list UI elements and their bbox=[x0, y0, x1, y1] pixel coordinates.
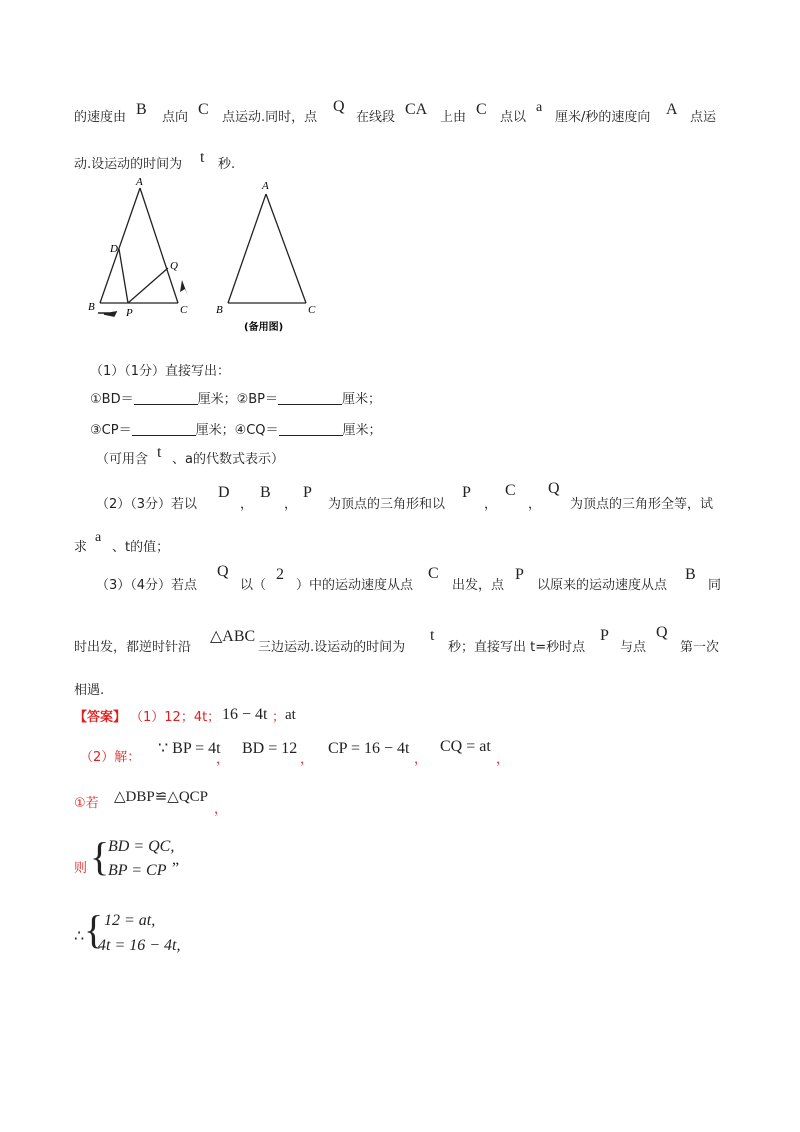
variable: t bbox=[430, 627, 435, 644]
punctuation: ” bbox=[172, 860, 180, 877]
text-segment: 为顶点的三角形和以 bbox=[328, 497, 446, 512]
answer-part-2: （2）解： bbox=[80, 750, 141, 765]
point-label-b: B bbox=[216, 304, 223, 316]
point-label-c: C bbox=[308, 304, 316, 316]
text-segment: 在线段 bbox=[356, 110, 396, 125]
number: 2 bbox=[276, 566, 284, 583]
text-segment: 与点 bbox=[620, 640, 647, 655]
equation: 12 = at, bbox=[104, 912, 156, 929]
hint-text: （可用含 bbox=[96, 452, 149, 467]
arrow-right-icon bbox=[98, 312, 116, 316]
text-segment: 相遇. bbox=[74, 683, 105, 698]
math-expression: ∵ BP = 4t bbox=[158, 740, 221, 757]
case-label: ①若 bbox=[74, 796, 99, 811]
left-brace-icon: { bbox=[84, 907, 104, 952]
text-segment: 求 bbox=[74, 540, 88, 555]
point-label: Q bbox=[217, 563, 229, 580]
punctuation: ， bbox=[284, 497, 298, 512]
text-segment: ）中的运动速度从点 bbox=[296, 578, 414, 593]
punctuation: ， bbox=[414, 752, 428, 767]
punctuation: ， bbox=[214, 802, 228, 817]
point-label: Q bbox=[656, 624, 668, 641]
answer-blank[interactable] bbox=[278, 392, 342, 405]
text-segment: 点向 bbox=[162, 110, 189, 125]
text-segment: 三边运动.设运动的时间为 bbox=[258, 640, 406, 655]
triangle-label: △ABC bbox=[210, 628, 256, 645]
point-label: A bbox=[666, 101, 678, 118]
variable: t bbox=[200, 149, 205, 166]
punctuation: ， bbox=[528, 497, 542, 512]
point-label-b: B bbox=[88, 301, 95, 313]
figure-caption: (备用图) bbox=[244, 322, 284, 333]
text-segment: 动.设运动的时间为 bbox=[74, 157, 183, 172]
blank-label-cq: 厘米；④CQ＝ bbox=[195, 423, 279, 438]
point-label-d: D bbox=[110, 243, 118, 255]
text-segment: 以（ bbox=[240, 578, 267, 593]
point-label-q: Q bbox=[170, 260, 178, 272]
side-ab bbox=[228, 194, 266, 303]
blank-label-bd: ①BD＝ bbox=[90, 392, 134, 407]
answer-blank[interactable] bbox=[279, 423, 343, 436]
point-label-c: C bbox=[180, 304, 188, 316]
point-label: D bbox=[218, 484, 230, 501]
text-segment: 同 bbox=[708, 578, 722, 593]
variable: t bbox=[157, 444, 162, 461]
figure-backup-triangle bbox=[210, 172, 325, 337]
point-label: C bbox=[505, 482, 516, 499]
point-label: B bbox=[136, 101, 147, 118]
punctuation: ， bbox=[240, 497, 254, 512]
point-label: P bbox=[515, 566, 524, 583]
therefore-symbol: ∴ bbox=[74, 928, 85, 945]
answer-blank-row bbox=[90, 423, 382, 439]
answer-blank[interactable] bbox=[134, 392, 198, 405]
text-segment: （2）（3分）若以 bbox=[96, 497, 198, 512]
punctuation: ， bbox=[496, 752, 510, 767]
text-segment: 厘米/秒的速度向 bbox=[555, 110, 651, 125]
point-label: P bbox=[303, 484, 312, 501]
answer-part-1: （1）12；4t； bbox=[130, 710, 221, 725]
side-ac bbox=[266, 194, 306, 303]
text-segment: 第一次 bbox=[680, 640, 720, 655]
equation: 4t = 16 − 4t, bbox=[98, 937, 181, 954]
point-label: C bbox=[476, 101, 487, 118]
point-label: Q bbox=[548, 480, 560, 497]
point-label: Q bbox=[333, 98, 345, 115]
math-expression: CQ = at bbox=[440, 738, 491, 755]
answer-blank-row bbox=[90, 392, 381, 408]
segment-pq bbox=[128, 268, 168, 303]
then-label: 则 bbox=[74, 861, 88, 876]
text-segment: 点以 bbox=[500, 110, 527, 125]
equation: BP = CP bbox=[108, 862, 167, 879]
math-expression: CP = 16 − 4t bbox=[328, 740, 410, 757]
point-label: C bbox=[428, 565, 439, 582]
text-segment: 的速度由 bbox=[74, 110, 127, 125]
math-expression: at bbox=[285, 707, 296, 723]
punctuation: ， bbox=[484, 497, 498, 512]
text-segment: 点运 bbox=[690, 110, 717, 125]
segment-label: CA bbox=[405, 101, 428, 118]
text-segment: 时出发，都逆时针沿 bbox=[74, 640, 192, 655]
text-segment: 秒；直接写出 t=秒时点 bbox=[448, 640, 586, 655]
side-ac bbox=[140, 188, 178, 303]
math-expression: 16 − 4t bbox=[222, 706, 268, 723]
text-segment: 以原来的运动速度从点 bbox=[537, 578, 668, 593]
point-label-a: A bbox=[262, 180, 269, 192]
blank-unit: 厘米； bbox=[342, 423, 382, 438]
left-brace-icon: { bbox=[90, 834, 110, 879]
point-label: P bbox=[462, 484, 471, 501]
point-label: P bbox=[600, 627, 609, 644]
blank-label-bp: 厘米；②BP＝ bbox=[197, 392, 279, 407]
point-label-p: P bbox=[126, 307, 133, 319]
side-ab bbox=[100, 188, 140, 303]
point-label-a: A bbox=[136, 176, 143, 188]
text-segment: 秒. bbox=[218, 157, 236, 172]
text-segment: 上由 bbox=[440, 110, 467, 125]
equation: BD = QC, bbox=[108, 838, 175, 855]
answer-tag: 【答案】 bbox=[74, 710, 127, 725]
math-expression: BD = 12 bbox=[242, 740, 298, 757]
text-segment: （3）（4分）若点 bbox=[96, 578, 198, 593]
variable: a bbox=[536, 100, 543, 115]
point-label: C bbox=[198, 101, 209, 118]
variable: a bbox=[95, 530, 102, 545]
punctuation: ， bbox=[300, 752, 314, 767]
figure-triangle-moving-points bbox=[84, 172, 199, 322]
punctuation: ， bbox=[216, 752, 230, 767]
blank-unit: 厘米； bbox=[342, 392, 382, 407]
point-label: B bbox=[260, 484, 271, 501]
hint-text: 、a的代数式表示） bbox=[172, 452, 284, 467]
answer-blank[interactable] bbox=[132, 423, 196, 436]
blank-label-cp: ③CP＝ bbox=[90, 423, 132, 438]
text-segment: 、t的值； bbox=[112, 540, 170, 555]
text-segment: 点运动.同时，点 bbox=[222, 110, 318, 125]
point-label: B bbox=[685, 566, 696, 583]
segment-dp bbox=[119, 249, 128, 303]
text-segment: 出发，点 bbox=[452, 578, 505, 593]
cursor-arrow-icon bbox=[180, 280, 188, 296]
text-segment: 为顶点的三角形全等，试 bbox=[570, 497, 714, 512]
question-label: （1）（1分）直接写出： bbox=[90, 364, 231, 379]
congruence-statement: △DBP≌△QCP bbox=[114, 789, 208, 805]
punctuation: ； bbox=[272, 710, 286, 725]
